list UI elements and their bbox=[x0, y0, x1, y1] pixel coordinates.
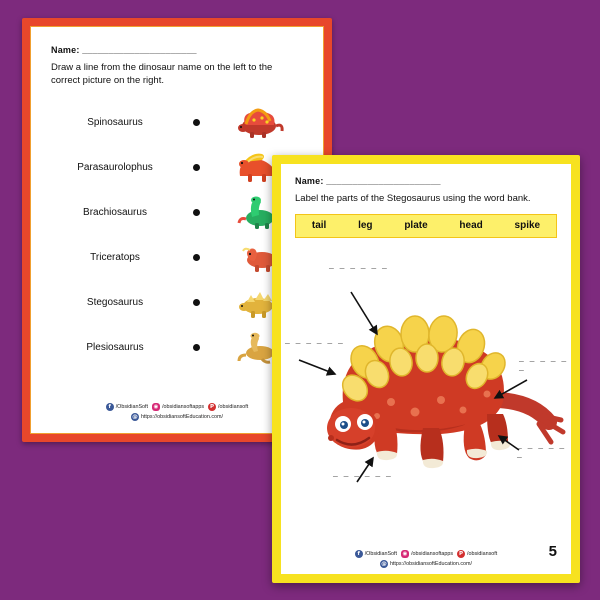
connect-dot[interactable] bbox=[179, 344, 213, 351]
footer-row-social bbox=[355, 550, 498, 558]
answer-blank[interactable]: _ _ _ _ _ _ bbox=[517, 441, 565, 460]
word-bank-item[interactable]: head bbox=[459, 220, 483, 232]
website-url: https://obsidiansoftEducation.com/ bbox=[140, 414, 224, 420]
website-link[interactable] bbox=[131, 413, 223, 421]
dinosaur-name: Plesiosaurus bbox=[86, 341, 144, 353]
connect-dot[interactable] bbox=[179, 299, 213, 306]
website-link[interactable] bbox=[380, 560, 472, 568]
pinterest-handle: /obsidiansoft bbox=[218, 404, 249, 410]
instagram-handle: /obsidiansoftapps bbox=[411, 551, 454, 557]
answer-blank[interactable]: _ _ _ _ _ _ bbox=[285, 336, 344, 346]
page-number: 5 bbox=[548, 543, 557, 560]
worksheet-labeling-page bbox=[281, 164, 571, 574]
connect-dot[interactable] bbox=[179, 164, 213, 171]
footer-row-website bbox=[131, 413, 223, 421]
name-field-label[interactable]: Name: ______________________ bbox=[295, 176, 441, 186]
spinosaurus-icon bbox=[213, 102, 303, 142]
connect-dot[interactable] bbox=[179, 119, 213, 126]
table-row[interactable] bbox=[37, 100, 317, 145]
dinosaur-name: Spinosaurus bbox=[87, 116, 143, 128]
footer-social-links bbox=[281, 550, 571, 568]
answer-blank[interactable]: _ _ _ _ _ _ bbox=[333, 469, 392, 479]
instructions-text: Label the parts of the Stegosaurus using the word bank. bbox=[295, 193, 531, 204]
dinosaur-name: Brachiosaurus bbox=[83, 206, 147, 218]
word-bank-item[interactable]: tail bbox=[311, 220, 327, 232]
dinosaur-name: Stegosaurus bbox=[86, 296, 144, 308]
word-bank-item[interactable]: plate bbox=[404, 220, 428, 232]
instructions-text: Draw a line from the dinosaur name on the left to the correct picture on the right. bbox=[51, 62, 273, 86]
facebook-icon: f bbox=[106, 403, 114, 411]
facebook-handle: /ObsidianSoft bbox=[115, 404, 149, 410]
facebook-handle: /ObsidianSoft bbox=[364, 551, 398, 557]
word-bank-item[interactable]: spike bbox=[514, 220, 541, 232]
facebook-icon: f bbox=[355, 550, 363, 558]
word-bank bbox=[295, 214, 557, 238]
instagram-icon: ◉ bbox=[153, 404, 159, 410]
name-field-label[interactable]: Name: ______________________ bbox=[51, 45, 197, 55]
instagram-handle: /obsidiansoftapps bbox=[162, 404, 205, 410]
globe-icon: @ bbox=[381, 561, 387, 567]
footer-row-website bbox=[380, 560, 472, 568]
instagram-icon: ◉ bbox=[402, 551, 408, 557]
worksheet-labeling-frame bbox=[281, 164, 571, 574]
pinterest-link[interactable] bbox=[457, 550, 497, 558]
footer-row-social bbox=[106, 403, 249, 411]
instagram-link[interactable] bbox=[152, 403, 204, 411]
worksheet-labeling bbox=[272, 155, 580, 583]
stegosaurus-diagram bbox=[281, 242, 571, 512]
word-bank-item[interactable]: leg bbox=[358, 220, 373, 232]
dinosaur-name: Parasaurolophus bbox=[77, 161, 153, 173]
pinterest-icon: P bbox=[459, 551, 464, 557]
dinosaur-name: Triceratops bbox=[90, 251, 140, 263]
facebook-link[interactable] bbox=[106, 403, 148, 411]
answer-blank[interactable]: _ _ _ _ _ _ bbox=[519, 354, 567, 373]
stegosaurus-illustration bbox=[281, 252, 571, 497]
facebook-link[interactable] bbox=[355, 550, 397, 558]
connect-dot[interactable] bbox=[179, 209, 213, 216]
pinterest-link[interactable] bbox=[208, 403, 248, 411]
connect-dot[interactable] bbox=[179, 254, 213, 261]
website-url: https://obsidiansoftEducation.com/ bbox=[389, 561, 473, 567]
pinterest-icon: P bbox=[210, 404, 215, 410]
answer-blank[interactable]: _ _ _ _ _ _ bbox=[329, 261, 388, 271]
globe-icon: @ bbox=[132, 414, 138, 420]
instagram-link[interactable] bbox=[401, 550, 453, 558]
pinterest-handle: /obsidiansoft bbox=[467, 551, 498, 557]
